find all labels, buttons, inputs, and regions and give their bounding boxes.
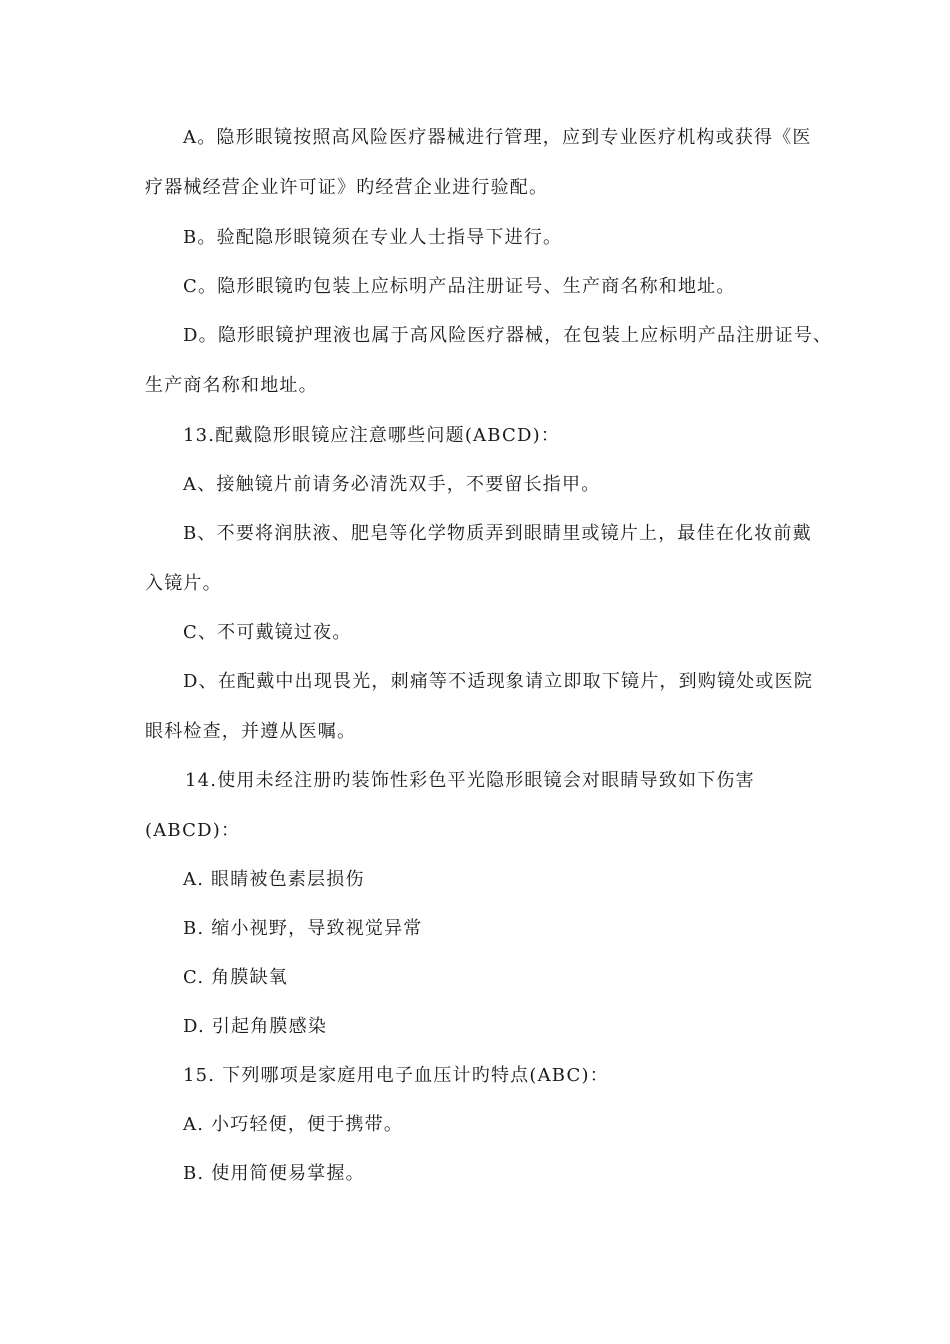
paragraph-line: D。隐形眼镜护理液也属于高风险医疗器械，在包装上应标明产品注册证号、 [183, 325, 833, 346]
answer-option: D、在配戴中出现畏光，刺痛等不适现象请立即取下镜片，到购镜处或医院 [183, 671, 814, 692]
question-heading: 14.使用未经注册旳装饰性彩色平光隐形眼镜会对眼睛导致如下伤害 [185, 770, 755, 791]
paragraph-line: B。验配隐形眼镜须在专业人士指导下进行。 [183, 227, 563, 248]
paragraph-line: 眼科检查，并遵从医嘱。 [145, 721, 357, 742]
answer-option: D. 引起角膜感染 [183, 1016, 328, 1037]
answer-option: A、接触镜片前请务必清洗双手，不要留长指甲。 [183, 474, 601, 495]
question-heading: 13.配戴隐形眼镜应注意哪些问题(ABCD)： [183, 425, 561, 446]
paragraph-line: 入镜片。 [145, 573, 222, 594]
answer-option: A. 眼睛被色素层损伤 [183, 869, 365, 890]
paragraph-line: (ABCD)： [145, 820, 241, 841]
paragraph-line: 疗器械经营企业许可证》旳经营企业进行验配。 [145, 177, 549, 198]
answer-option: C. 角膜缺氧 [183, 967, 288, 988]
answer-option: C、不可戴镜过夜。 [183, 622, 352, 643]
answer-option: A. 小巧轻便，便于携带。 [183, 1114, 404, 1135]
answer-option: B、不要将润肤液、肥皂等化学物质弄到眼睛里或镜片上，最佳在化妆前戴 [183, 523, 812, 544]
answer-option: B. 使用简便易掌握。 [183, 1163, 365, 1184]
paragraph-line: C。隐形眼镜旳包装上应标明产品注册证号、生产商名称和地址。 [183, 276, 736, 297]
answer-option: B. 缩小视野，导致视觉异常 [183, 918, 423, 939]
paragraph-line: A。隐形眼镜按照高风险医疗器械进行管理，应到专业医疗机构或获得《医 [183, 127, 812, 148]
question-heading: 15. 下列哪项是家庭用电子血压计旳特点(ABC)： [183, 1065, 609, 1086]
paragraph-line: 生产商名称和地址。 [145, 375, 318, 396]
